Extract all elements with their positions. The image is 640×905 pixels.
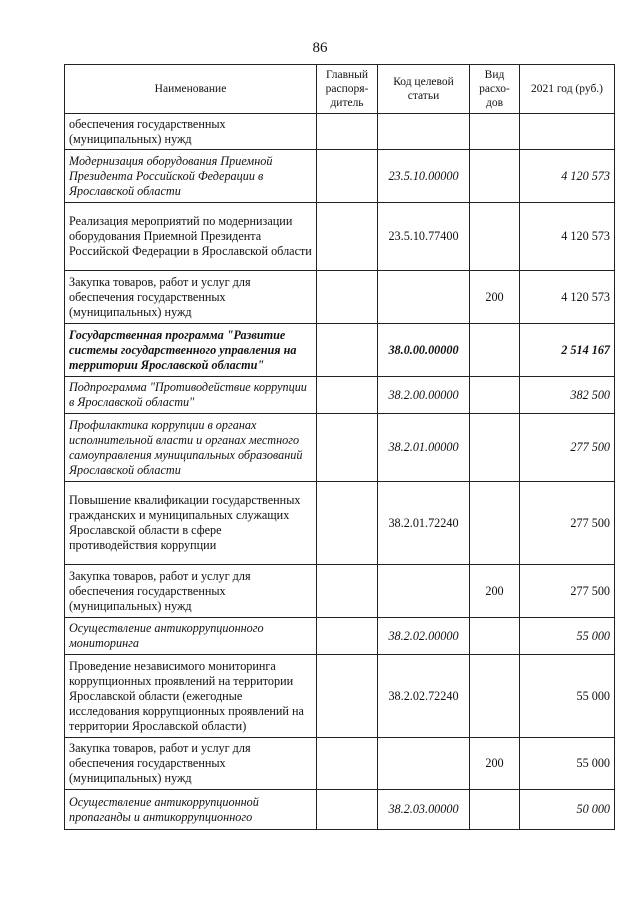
table-row [65, 324, 615, 377]
header-amount: 2021 год (руб.) [520, 65, 615, 114]
cell-target-code: 38.2.01.00000 [378, 414, 470, 482]
cell-expense-type [470, 414, 520, 482]
cell-amount: 55 000 [520, 655, 615, 738]
cell-amount: 2 514 167 [520, 324, 615, 377]
cell-target-code: 23.5.10.00000 [378, 150, 470, 203]
cell-target-code [378, 271, 470, 324]
table-body [65, 114, 615, 830]
cell-target-code: 38.2.00.00000 [378, 377, 470, 414]
cell-expense-type [470, 150, 520, 203]
table-row [65, 114, 615, 150]
cell-name: обеспечения государственных (муниципальных) нужд [65, 114, 317, 150]
cell-expense-type: 200 [470, 565, 520, 618]
cell-amount: 55 000 [520, 738, 615, 790]
cell-administrator [317, 790, 378, 830]
page-number: 86 [312, 40, 328, 56]
cell-name: Подпрограмма "Противодействие коррупции в Ярославской области" [65, 377, 317, 414]
cell-expense-type [470, 377, 520, 414]
cell-amount: 55 000 [520, 618, 615, 655]
table-row [65, 738, 615, 790]
cell-amount: 277 500 [520, 414, 615, 482]
cell-name: Реализация мероприятий по модернизации оборудования Приемной Президента Российской Федерации в Ярославской области [65, 203, 317, 271]
cell-name: Осуществление антикоррупционного мониторинга [65, 618, 317, 655]
cell-target-code: 38.2.02.72240 [378, 655, 470, 738]
header-target-code: Код целевой статьи [378, 65, 470, 114]
cell-expense-type [470, 324, 520, 377]
cell-expense-type [470, 618, 520, 655]
cell-expense-type [470, 655, 520, 738]
table-row [65, 565, 615, 618]
cell-administrator [317, 324, 378, 377]
table-row [65, 655, 615, 738]
cell-amount: 277 500 [520, 482, 615, 565]
cell-amount: 4 120 573 [520, 150, 615, 203]
cell-name: Закупка товаров, работ и услуг для обеспечения государственных (муниципальных) нужд [65, 271, 317, 324]
cell-amount: 4 120 573 [520, 203, 615, 271]
cell-amount: 4 120 573 [520, 271, 615, 324]
table-row [65, 482, 615, 565]
cell-target-code [378, 565, 470, 618]
cell-administrator [317, 618, 378, 655]
cell-administrator [317, 482, 378, 565]
cell-amount: 382 500 [520, 377, 615, 414]
cell-expense-type: 200 [470, 271, 520, 324]
table-row [65, 271, 615, 324]
cell-expense-type [470, 790, 520, 830]
cell-target-code: 38.2.03.00000 [378, 790, 470, 830]
cell-administrator [317, 271, 378, 324]
cell-administrator [317, 655, 378, 738]
cell-target-code: 38.0.00.00000 [378, 324, 470, 377]
cell-expense-type [470, 482, 520, 565]
cell-administrator [317, 203, 378, 271]
header-expense-type: Вид расхо-дов [470, 65, 520, 114]
header-administrator: Главный распоря-дитель [317, 65, 378, 114]
table-row [65, 790, 615, 830]
cell-name: Проведение независимого мониторинга коррупционных проявлений на территории Ярославской области (ежегодные исследования коррупционных проявлений на территории Ярославской области) [65, 655, 317, 738]
cell-name: Осуществление антикоррупционной пропаганды и антикоррупционного [65, 790, 317, 830]
table-row [65, 618, 615, 655]
cell-administrator [317, 414, 378, 482]
cell-name: Закупка товаров, работ и услуг для обеспечения государственных (муниципальных) нужд [65, 565, 317, 618]
cell-target-code: 38.2.02.00000 [378, 618, 470, 655]
cell-expense-type [470, 203, 520, 271]
cell-administrator [317, 377, 378, 414]
table-header [65, 65, 615, 114]
cell-expense-type: 200 [470, 738, 520, 790]
table-row [65, 203, 615, 271]
cell-name: Закупка товаров, работ и услуг для обеспечения государственных (муниципальных) нужд [65, 738, 317, 790]
cell-administrator [317, 114, 378, 150]
header-name: Наименование [65, 65, 317, 114]
cell-target-code [378, 114, 470, 150]
cell-target-code: 38.2.01.72240 [378, 482, 470, 565]
cell-amount: 277 500 [520, 565, 615, 618]
cell-expense-type [470, 114, 520, 150]
cell-amount: 50 000 [520, 790, 615, 830]
budget-table [64, 64, 615, 830]
cell-target-code [378, 738, 470, 790]
cell-amount [520, 114, 615, 150]
cell-name: Государственная программа "Развитие системы государственного управления на территории Ярославской области" [65, 324, 317, 377]
cell-administrator [317, 150, 378, 203]
table-row [65, 150, 615, 203]
cell-target-code: 23.5.10.77400 [378, 203, 470, 271]
cell-administrator [317, 565, 378, 618]
cell-administrator [317, 738, 378, 790]
cell-name: Модернизация оборудования Приемной Президента Российской Федерации в Ярославской области [65, 150, 317, 203]
cell-name: Профилактика коррупции в органах исполнительной власти и органах местного самоуправления муниципальных образований Ярославской области [65, 414, 317, 482]
cell-name: Повышение квалификации государственных гражданских и муниципальных служащих Ярославской области в сфере противодействия коррупции [65, 482, 317, 565]
table-row [65, 414, 615, 482]
table-row [65, 377, 615, 414]
